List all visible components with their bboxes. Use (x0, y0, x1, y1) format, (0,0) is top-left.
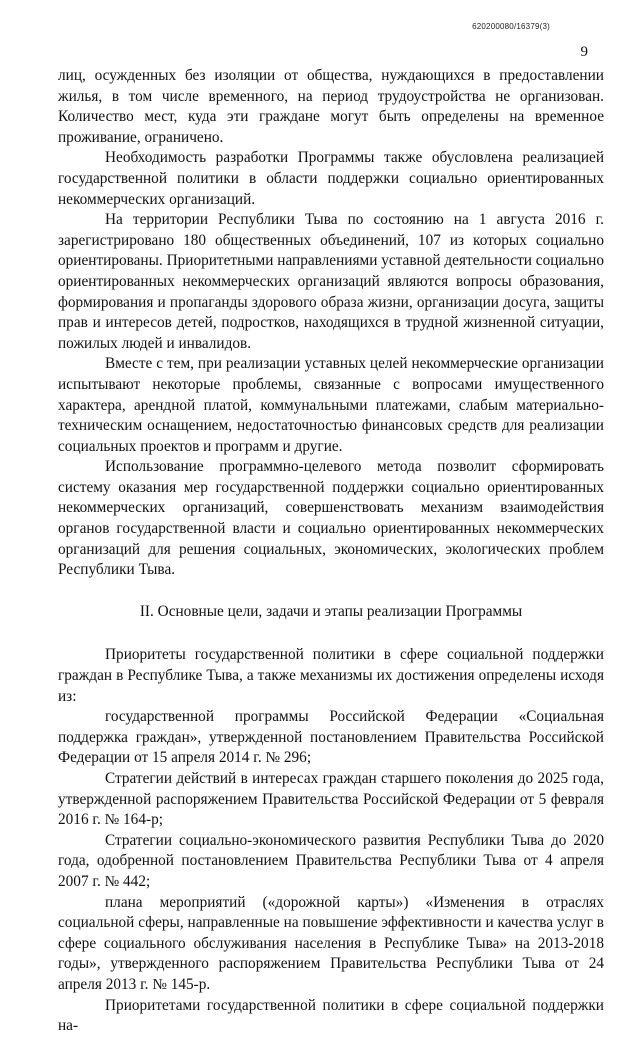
paragraph-8: Стратегии действий в интересах граждан старшего поколения до 2025 года, утвержденной распоряжением Правительства Российской Федерации от 5 февраля 2016 г. № 164-р; (58, 770, 604, 829)
paragraph-10: плана мероприятий («дорожной карты») «Изменения в отраслях социальной сферы, направленные на повышение эффективности и качества услуг в сфере социального обслуживания населения в Республике Тыва» на 2013-2018 годы», утвержденного распоряжением Правительства Республики Тыва от 24 апреля 2013 г. № 145-р. (58, 893, 604, 993)
document-body (58, 66, 604, 1037)
paragraph-9: Стратегии социально-экономического развития Республики Тыва до 2020 года, одобренной постановлением Правительства Республики Тыва от 4 апреля 2007 г. № 442; (58, 831, 604, 890)
paragraph-3: На территории Республики Тыва по состоянию на 1 августа 2016 г. зарегистрировано 180 общественных объединений, 107 из которых социально ориентированы. Приоритетными направлениями уставной деятельности социально ориентированных некоммерческих организаций являются вопросы образования, формирования и пропаганды здорового образа жизни, организации досуга, защиты прав и интересов детей, подростков, находящихся в трудной жизненной ситуации, пожилых людей и инвалидов. (58, 211, 604, 352)
document-code: 620200080/16379(3) (472, 22, 550, 31)
paragraph-4: Вместе с тем, при реализации уставных целей некоммерческие организации испытывают некоторые проблемы, связанные с вопросами имущественного характера, арендной платой, коммунальными платежами, слабым материально-техническим оснащением, недостаточностью финансовых средств для реализации социальных проектов и программ и другие. (58, 355, 604, 455)
paragraph-7: государственной программы Российской Федерации «Социальная поддержка граждан», утвержденной постановлением Правительства Российской Федерации от 15 апреля 2014 г. № 296; (58, 708, 604, 767)
paragraph-2: Необходимость разработки Программы также обусловлена реализацией государственной политики в области поддержки социально ориентированных некоммерческих организаций. (58, 149, 604, 208)
paragraph-6: Приоритеты государственной политики в сфере социальной поддержки граждан в Республике Тыва, а также механизмы их достижения определены исходя из: (58, 646, 604, 705)
page-number: 9 (580, 44, 588, 60)
section-heading: II. Основные цели, задачи и этапы реализации Программы (139, 602, 523, 620)
paragraph-1: лиц, осужденных без изоляции от общества, нуждающихся в предоставлении жилья, в том числе временного, на период трудоустройства не организован. Количество мест, куда эти граждане могут быть определены на временное проживание, ограничено. (58, 67, 604, 146)
paragraph-5: Использование программно-целевого метода позволит сформировать систему оказания мер государственной поддержки социально ориентированных некоммерческих организаций, совершенствовать механизм взаимодействия органов государственной власти и социально ориентированных некоммерческих организаций для решения социальных, экономических, экологических проблем Республики Тыва. (58, 458, 604, 579)
paragraph-11: Приоритетами государственной политики в сфере социальной поддержки на- (58, 996, 604, 1035)
